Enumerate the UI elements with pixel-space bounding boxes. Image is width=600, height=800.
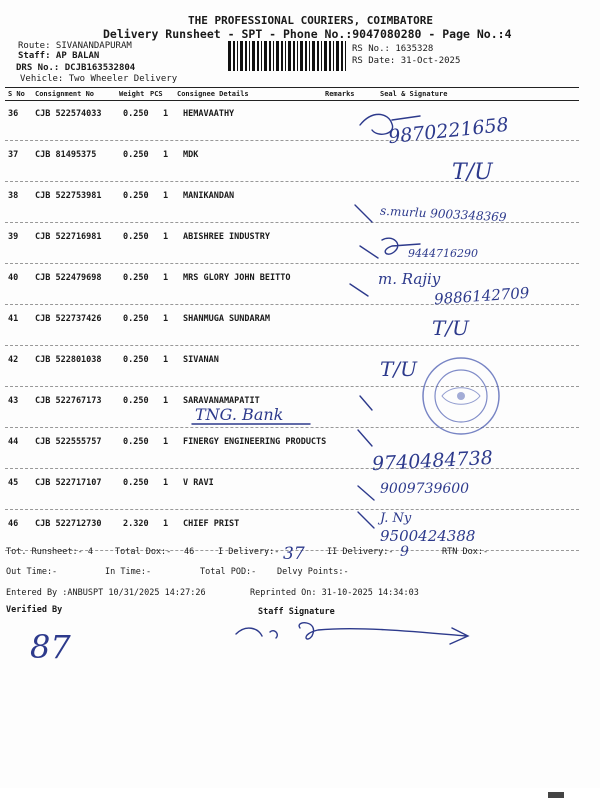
row-pcs: 1 — [163, 191, 169, 201]
total-dox-value: 46 — [184, 547, 195, 557]
row-consignment-no: CJB 522767173 — [35, 396, 102, 406]
row-consignee: SIVANAN — [183, 355, 219, 365]
handwritten-remark-43: TNG. Bank — [195, 405, 284, 424]
row-consignment-no: CJB 522801038 — [35, 355, 102, 365]
row-consignment-no: CJB 522555757 — [35, 437, 102, 447]
table-header-border — [5, 100, 579, 101]
ii-delivery-label: II Delivery:- — [327, 547, 394, 557]
scan-mark — [548, 792, 564, 798]
row-weight: 0.250 — [123, 109, 149, 119]
row-weight: 0.250 — [123, 314, 149, 324]
handwritten-phone-36: 9870221658 — [387, 113, 510, 149]
col-remarks: Remarks — [325, 90, 355, 98]
in-time-label: In Time:- — [105, 567, 152, 577]
table-row — [5, 226, 579, 264]
row-weight: 0.250 — [123, 191, 149, 201]
row-consignee: CHIEF PRIST — [183, 519, 240, 529]
row-weight: 0.250 — [123, 232, 149, 242]
row-consignee: ABISHREE INDUSTRY — [183, 232, 270, 242]
row-sno: 46 — [8, 519, 19, 529]
table-row — [5, 308, 579, 346]
handwritten-phone-45: 9009739600 — [380, 481, 470, 497]
handwritten-phone-40: 9886142709 — [433, 283, 530, 309]
col-sno: S No — [8, 90, 25, 98]
handwritten-i-delivery: 37 — [283, 544, 305, 564]
row-weight: 0.250 — [123, 478, 149, 488]
handwritten-tu-42: T/U — [380, 357, 417, 381]
row-weight: 0.250 — [123, 396, 149, 406]
row-sno: 40 — [8, 273, 19, 283]
col-seal: Seal & Signature — [380, 90, 448, 98]
handwritten-verified-mark: 87 — [30, 628, 71, 666]
delvy-points-label: Delvy Points:- — [277, 567, 349, 577]
row-sno: 45 — [8, 478, 19, 488]
verified-by-label: Verified By — [6, 605, 63, 615]
out-time-label: Out Time:- — [6, 567, 58, 577]
row-consignee: FINERGY ENGINEERING PRODUCTS — [183, 437, 327, 447]
row-consignment-no: CJB 522737426 — [35, 314, 102, 324]
row-consignee: MRS GLORY JOHN BEITTO — [183, 273, 291, 283]
row-consignment-no: CJB 522479698 — [35, 273, 102, 283]
handwritten-phone-39: 9444716290 — [408, 247, 478, 260]
col-pcs: PCS — [150, 90, 163, 98]
staff-signature-label: Staff Signature — [258, 607, 335, 617]
row-consignee: HEMAVAATHY — [183, 109, 235, 119]
col-consignee: Consignee Details — [177, 90, 249, 98]
row-weight: 2.320 — [123, 519, 149, 529]
total-pod-label: Total POD:- — [200, 567, 257, 577]
row-pcs: 1 — [163, 437, 169, 447]
handwritten-tu-37: T/U — [452, 160, 493, 185]
company-stamp-icon — [420, 355, 502, 437]
row-sno: 43 — [8, 396, 19, 406]
handwritten-ii-delivery: 9 — [400, 544, 409, 560]
table-top-border — [5, 87, 579, 88]
row-pcs: 1 — [163, 150, 169, 160]
drs-number: DRS No.: DCJB163532804 — [16, 63, 136, 73]
vehicle-text: Vehicle: Two Wheeler Delivery — [20, 74, 178, 84]
row-pcs: 1 — [163, 396, 169, 406]
row-sno: 44 — [8, 437, 19, 447]
company-title: THE PROFESSIONAL COURIERS, COIMBATORE — [188, 14, 434, 27]
row-separator — [5, 509, 579, 510]
row-sno: 39 — [8, 232, 19, 242]
runsheet-title: Delivery Runsheet - SPT - Phone No.:9047080280 - Page No.:4 — [103, 27, 512, 41]
row-consignee: MDK — [183, 150, 199, 160]
row-pcs: 1 — [163, 355, 169, 365]
row-pcs: 1 — [163, 109, 169, 119]
row-separator — [5, 345, 579, 346]
row-consignee: V RAVI — [183, 478, 214, 488]
row-weight: 0.250 — [123, 437, 149, 447]
reprinted-on: Reprinted On: 31-10-2025 14:34:03 — [250, 588, 419, 598]
row-separator — [5, 140, 579, 141]
row-consignment-no: CJB 522753981 — [35, 191, 102, 201]
handwritten-name-40: m. Rajiy — [378, 270, 441, 288]
rs-date: RS Date: 31-Oct-2025 — [352, 56, 461, 66]
col-weight: Weight — [119, 90, 145, 98]
row-pcs: 1 — [163, 273, 169, 283]
table-row — [5, 472, 579, 510]
rtn-dox-label: RTN Dox:- — [442, 547, 489, 557]
row-weight: 0.250 — [123, 355, 149, 365]
row-sno: 36 — [8, 109, 19, 119]
row-weight: 0.250 — [123, 273, 149, 283]
i-delivery-label: I Delivery:- — [218, 547, 280, 557]
row-consignee: SARAVANAMAPATIT — [183, 396, 260, 406]
row-sno: 41 — [8, 314, 19, 324]
row-sno: 38 — [8, 191, 19, 201]
col-consignment: Consignment No — [35, 90, 95, 98]
row-pcs: 1 — [163, 314, 169, 324]
page-bottom-edge — [0, 788, 600, 800]
total-dox-label: Total Dox:- — [115, 547, 172, 557]
handwritten-phone-44: 9740484738 — [371, 446, 494, 476]
row-consignee: SHANMUGA SUNDARAM — [183, 314, 270, 324]
row-consignment-no: CJB 522716981 — [35, 232, 102, 242]
handwritten-sign-38: s.murlu 9003348369 — [379, 203, 507, 225]
row-separator — [5, 263, 579, 264]
handwritten-phone-46: 9500424388 — [380, 527, 476, 545]
entered-by: Entered By :ANBUSPT 10/31/2025 14:27:26 — [6, 588, 206, 598]
row-sno: 37 — [8, 150, 19, 160]
row-consignee: MANIKANDAN — [183, 191, 235, 201]
staff-signature-stroke — [236, 623, 468, 644]
barcode-icon — [228, 41, 350, 71]
row-pcs: 1 — [163, 519, 169, 529]
row-consignment-no: CJB 81495375 — [35, 150, 97, 160]
handwritten-tu-41: T/U — [432, 316, 469, 340]
row-weight: 0.250 — [123, 150, 149, 160]
row-consignment-no: CJB 522574033 — [35, 109, 102, 119]
row-pcs: 1 — [163, 478, 169, 488]
row-consignment-no: CJB 522717107 — [35, 478, 102, 488]
row-consignment-no: CJB 522712730 — [35, 519, 102, 529]
tot-runsheet: Tot. Runsheet:- 4 — [6, 547, 93, 557]
route-text: Route: SIVANANDAPURAM — [18, 41, 132, 51]
delivery-table — [5, 87, 579, 539]
row-pcs: 1 — [163, 232, 169, 242]
rs-number: RS No.: 1635328 — [352, 44, 434, 54]
staff-text: Staff: AP BALAN — [18, 51, 100, 61]
row-sno: 42 — [8, 355, 19, 365]
handwritten-name-46: J. Ny — [380, 511, 412, 526]
